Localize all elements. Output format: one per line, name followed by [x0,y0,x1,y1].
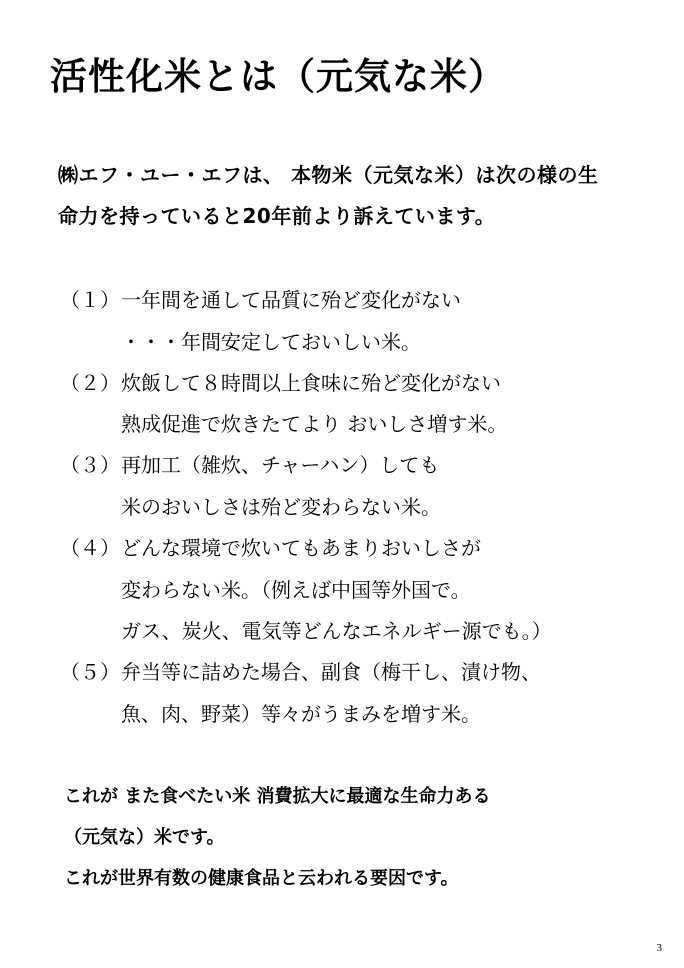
closing-line-2: （元気な）米です。 [64,827,225,848]
item-4-line-3: ガス、炭火、電気等どんなエネルギー源でも。） [121,619,552,643]
page-title: 活性化米とは（元気な米） [50,55,506,98]
closing-line-1: これが また食べたい米 消費拡大に最適な生命力ある [64,786,491,807]
item-3-number: （３） [60,453,120,477]
item-4-number: （４） [60,536,120,560]
item-1-line-2: ・・・年間安定しておいしい米。 [121,330,421,354]
item-5-number: （５） [60,660,120,684]
closing-line-3: これが世界有数の健康食品と云われる要因です。 [64,868,459,889]
page-number: 3 [656,942,662,954]
item-1-line-1: 一年間を通して品質に殆ど変化がない [121,288,461,312]
item-2-line-2: 熟成促進で炊きたてより おいしさ増す米。 [121,412,508,436]
item-2-number: （２） [60,371,120,395]
item-1-number: （１） [60,288,120,312]
intro-line-1: ㈱エフ・ユー・エフは、 本物米（元気な米）は次の様の生 [58,163,599,187]
intro-line-2: 命力を持っていると20年前より訴えています。 [58,204,496,228]
item-2-line-1: 炊飯して８時間以上食味に殆ど変化がない [121,371,501,395]
item-5-line-1: 弁当等に詰めた場合、副食（梅干し、漬け物、 [121,660,541,684]
item-3-line-2: 米のおいしさは殆ど変わらない米。 [121,495,441,519]
item-4-line-2: 変わらない米。（例えば中国等外国で。 [121,578,471,602]
item-3-line-1: 再加工（雑炊、チャーハン）しても [121,453,440,477]
item-5-line-2: 魚、肉、野菜）等々がうまみを増す米。 [121,702,481,726]
item-4-line-1: どんな環境で炊いてもあまりおいしさが [121,536,481,560]
